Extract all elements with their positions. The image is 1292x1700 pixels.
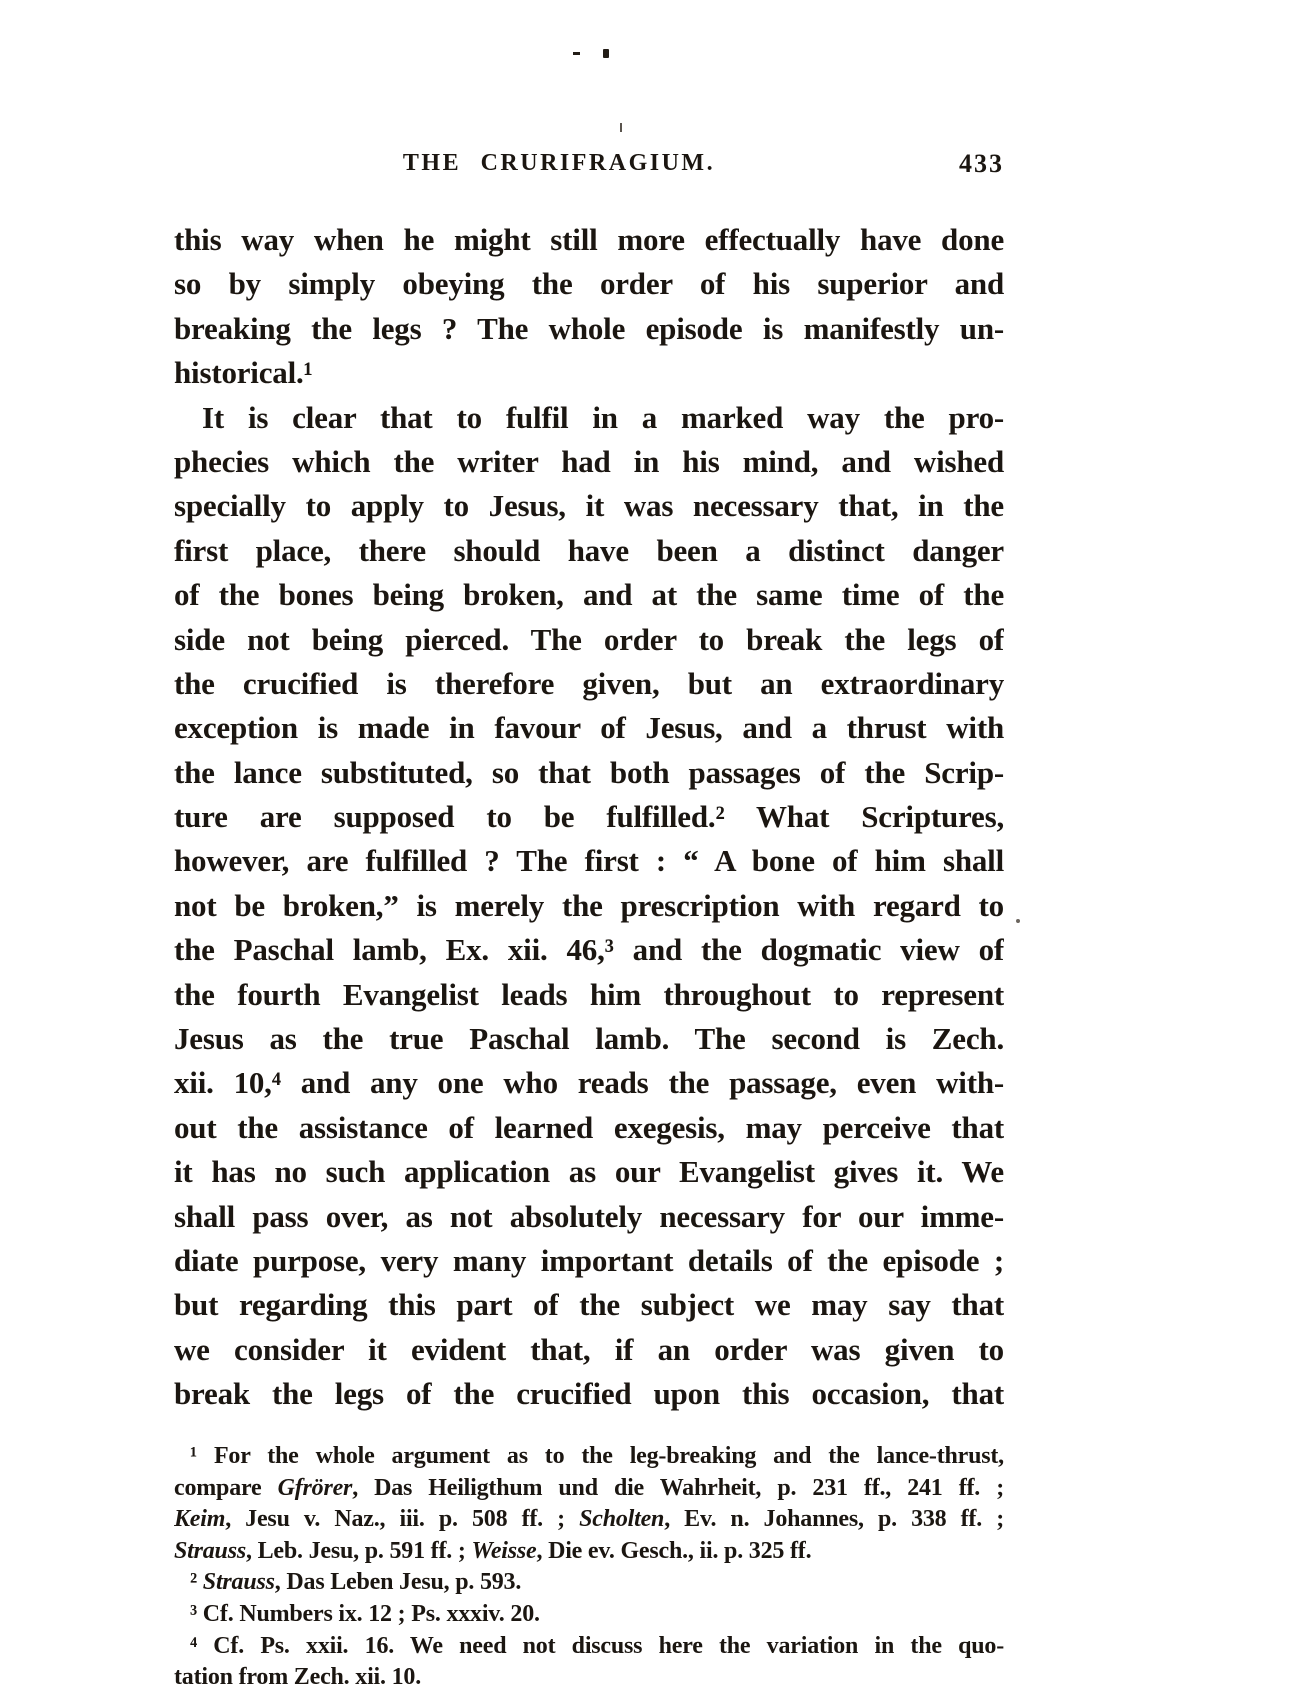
body-line: this way when he might still more effectually have done [174, 222, 1004, 257]
footnote-text-segment: ¹ For the whole argument as to the leg-breaking and the lance-thrust, [190, 1443, 1004, 1469]
scan-speck [620, 123, 622, 132]
footnote-line [174, 1441, 1004, 1473]
body-line: historical.¹ [174, 355, 313, 391]
body-line: so by simply obeying the order of his superior and [174, 266, 1004, 302]
footnote-text-segment: tation from Zech. xii. 10. [174, 1664, 421, 1691]
footnote-author-italic: Weisse [471, 1537, 537, 1564]
footnote-text-segment: , Jesu v. Naz., iii. p. 508 ff. ; [225, 1506, 580, 1533]
running-title: THE CRURIFRAGIUM. [402, 150, 716, 176]
body-line: exception is made in favour of Jesus, and a thrust with [174, 710, 1004, 746]
footnote-text-segment: compare [174, 1474, 278, 1501]
body-text [174, 218, 1004, 1417]
scan-speck [603, 49, 609, 58]
footnote-author-italic: Strauss [174, 1537, 246, 1564]
body-line: breaking the legs ? The whole episode is manifestly un- [174, 310, 1004, 346]
body-line: phecies which the writer had in his mind, and wished [174, 443, 1004, 479]
body-line: break the legs of the crucified upon this occasion, that [174, 1376, 1004, 1412]
footnote-author-italic: Keim [174, 1506, 226, 1533]
body-line: the Paschal lamb, Ex. xii. 46,³ and the dogmatic view of [174, 932, 1004, 968]
page-header [174, 150, 1004, 190]
footnote-line [174, 1662, 1004, 1694]
body-line: not be broken,” is merely the prescription with regard to [174, 887, 1004, 923]
body-line: we consider it evident that, if an order was given to [174, 1331, 1004, 1367]
scan-speck [573, 52, 580, 55]
footnote-line [174, 1473, 1004, 1505]
footnote-text-segment: ² [190, 1569, 203, 1596]
body-line: specially to apply to Jesus, it was necessary that, in the [174, 488, 1004, 524]
footnote-line [174, 1504, 1004, 1536]
body-line: the crucified is therefore given, but an extraordinary [174, 665, 1004, 701]
footnote-text-segment: ⁴ Cf. Ps. xxii. 16. We need not discuss here the variation in the quo- [190, 1632, 1004, 1659]
footnote-text-segment: , Ev. n. Johannes, p. 338 ff. ; [664, 1506, 1004, 1533]
body-line: xii. 10,⁴ and any one who reads the passage, even with- [174, 1065, 1004, 1101]
body-line: however, are fulfilled ? The first : “ A bone of him shall [174, 843, 1004, 879]
footnote-text-segment: , Die ev. Gesch., ii. p. 325 ff. [536, 1537, 812, 1564]
scan-speck [1016, 919, 1020, 923]
body-line: the lance substituted, so that both passages of the Scrip- [174, 754, 1004, 790]
body-line: of the bones being broken, and at the same time of the [174, 577, 1004, 613]
body-line: ture are supposed to be fulfilled.² What Scriptures, [174, 799, 1004, 835]
body-line: Jesus as the true Paschal lamb. The second is Zech. [174, 1021, 1004, 1057]
body-line: but regarding this part of the subject we may say that [174, 1287, 1004, 1323]
footnote-text-segment: , Leb. Jesu, p. 591 ff. ; [245, 1537, 472, 1564]
footnote-text-segment: ³ Cf. Numbers ix. 12 ; Ps. xxxiv. 20. [190, 1600, 540, 1627]
body-line: side not being pierced. The order to break the legs of [174, 621, 1004, 657]
page-number: 433 [959, 149, 1004, 178]
footnote-author-italic: Strauss [202, 1569, 275, 1596]
footnote-text-segment: , Das Leben Jesu, p. 593. [274, 1569, 522, 1596]
body-line: it has no such application as our Evangelist gives it. We [174, 1154, 1004, 1190]
footnote-line [174, 1631, 1004, 1663]
body-line: It is clear that to fulfil in a marked way the pro- [202, 399, 1004, 435]
body-line: shall pass over, as not absolutely necessary for our imme- [174, 1198, 1004, 1234]
footnote-line [174, 1567, 1004, 1599]
body-line: first place, there should have been a distinct danger [174, 532, 1004, 568]
body-line: out the assistance of learned exegesis, may perceive that [174, 1109, 1004, 1145]
footnote-line [174, 1599, 1004, 1631]
footnote-author-italic: Gfrörer [277, 1474, 353, 1501]
body-line: diate purpose, very many important details of the episode ; [174, 1242, 1004, 1278]
footnote-author-italic: Scholten [579, 1506, 665, 1533]
footnote-line [174, 1536, 1004, 1568]
body-line: the fourth Evangelist leads him throughout to represent [174, 976, 1004, 1012]
footnote-text-segment: , Das Heiligthum und die Wahrheit, p. 231 ff., 241 ff. ; [352, 1474, 1004, 1501]
footnotes [174, 1441, 1004, 1694]
